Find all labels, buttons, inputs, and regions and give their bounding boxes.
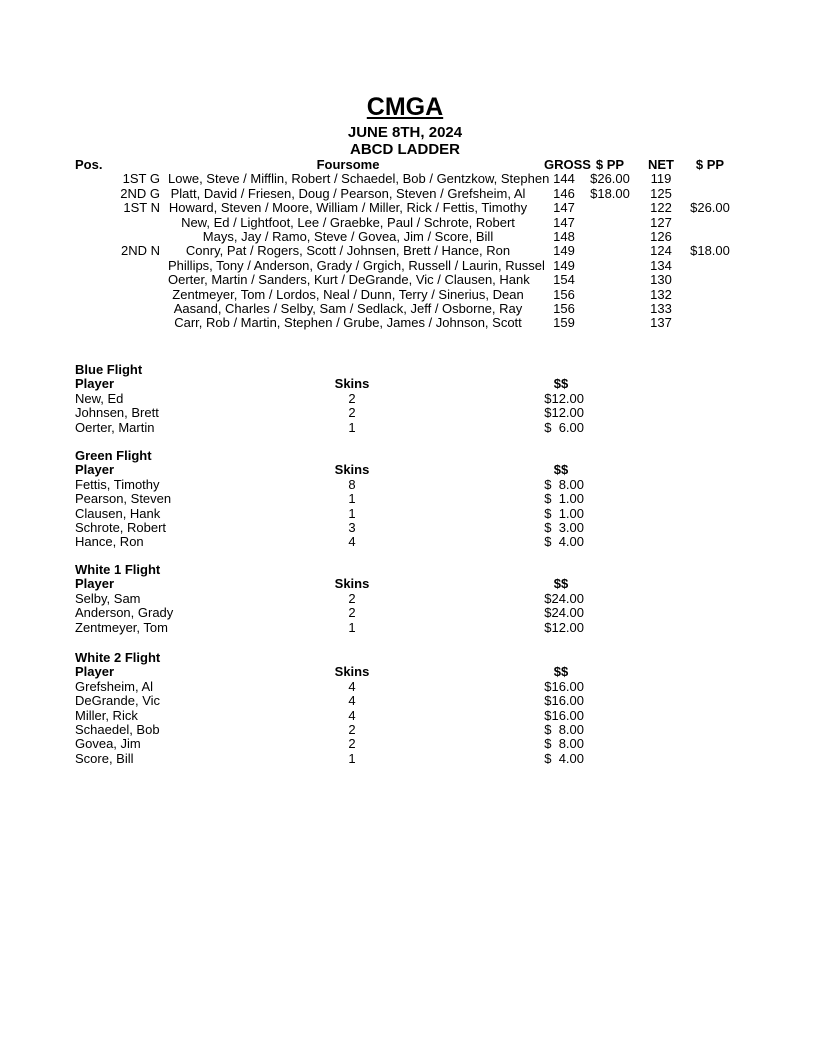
money-cell: $16.00 [544,693,584,709]
ladder-header-foursome: Foursome [316,157,380,172]
ladder-row [0,201,816,215]
flight-header-row [0,665,816,679]
pp-net-cell: $18.00 [690,243,730,259]
ladder-header-pp-net: $ PP [695,157,725,172]
player-cell: Schrote, Robert [75,519,167,535]
player-cell: Oerter, Martin [75,419,155,435]
net-cell: 132 [650,286,672,302]
money-cell: $16.00 [544,678,584,694]
net-cell: 125 [650,185,672,201]
flight-row [0,406,816,420]
flight-rows [0,392,816,435]
skins-cell: 1 [348,619,356,635]
player-cell: Hance, Ron [75,534,144,550]
foursome-cell: Carr, Rob / Martin, Stephen / Grube, James / Johnson, Scott [174,315,522,331]
flight-row [0,392,816,406]
player-cell: Grefsheim, Al [75,678,154,694]
net-cell: 130 [650,272,672,288]
page-title: CMGA [366,93,444,121]
player-cell: DeGrande, Vic [75,693,161,709]
ladder-row [0,316,816,330]
ladder-table [0,158,816,331]
ladder-row [0,244,816,258]
gross-cell: 159 [553,315,575,331]
player-cell: Anderson, Grady [75,605,174,621]
gross-cell: 156 [553,286,575,302]
money-cell: $24.00 [544,590,584,606]
flight-header-skins: Skins [334,664,370,680]
flight-section-green [0,449,816,550]
flight-rows [0,592,816,635]
flight-row [0,535,816,549]
skins-cell: 2 [348,390,356,406]
ladder-row [0,302,816,316]
player-cell: Johnsen, Brett [75,405,159,421]
skins-cell: 4 [348,707,356,723]
flight-header-skins: Skins [334,576,370,592]
flight-header-skins: Skins [334,376,370,392]
money-cell: $ 1.00 [544,505,584,521]
pp-net-cell: $26.00 [690,200,730,216]
flight-header-money: $$ [553,462,569,478]
skins-cell: 4 [348,534,356,550]
flight-header-skins: Skins [334,462,370,478]
skins-cell: 2 [348,721,356,737]
position-cell: 2ND N [120,243,160,259]
flight-title: Green Flight [75,448,152,463]
flight-header-player: Player [75,664,115,680]
flight-header-money: $$ [553,576,569,592]
gross-cell: 154 [553,272,575,288]
flight-section-white2 [0,651,816,766]
ladder-header-pos: Pos. [75,157,103,172]
ladder-row [0,288,816,302]
flight-header-row [0,463,816,477]
money-cell: $ 6.00 [544,419,584,435]
flight-section-blue [0,363,816,435]
money-cell: $ 3.00 [544,519,584,535]
gross-cell: 148 [553,228,575,244]
foursome-cell: Phillips, Tony / Anderson, Grady / Grgich, Russell / Laurin, Russel [168,257,545,273]
net-cell: 122 [650,200,672,216]
player-cell: Zentmeyer, Tom [75,619,168,635]
ladder-header-gross: GROSS [544,157,591,172]
flight-row [0,606,816,620]
ladder-row [0,216,816,230]
flight-row [0,709,816,723]
doc-header [0,92,810,158]
pp-gross-cell: $18.00 [590,185,630,201]
event-date: JUNE 8TH, 2024 [347,124,463,141]
skins-cell: 2 [348,736,356,752]
net-cell: 134 [650,257,672,273]
skins-cell: 2 [348,605,356,621]
flight-header-row [0,377,816,391]
flight-rows [0,478,816,550]
net-cell: 127 [650,214,672,230]
skins-cell: 1 [348,505,356,521]
flight-header-player: Player [75,376,115,392]
money-cell: $ 4.00 [544,750,584,766]
money-cell: $ 1.00 [544,491,584,507]
money-cell: $ 4.00 [544,534,584,550]
flight-title: Blue Flight [75,362,143,377]
foursome-cell: Howard, Steven / Moore, William / Miller, Rick / Fettis, Timothy [168,200,528,216]
skins-cell: 4 [348,693,356,709]
skins-cell: 1 [348,750,356,766]
ladder-header-row [0,158,816,172]
flight-header-player: Player [75,576,115,592]
player-cell: Schaedel, Bob [75,721,160,737]
ladder-row [0,187,816,201]
pp-gross-cell: $26.00 [590,171,630,187]
flight-row [0,737,816,751]
flight-title: White 2 Flight [75,650,161,665]
player-cell: New, Ed [75,390,124,406]
player-cell: Score, Bill [75,750,134,766]
foursome-cell: Conry, Pat / Rogers, Scott / Johnsen, Brett / Hance, Ron [185,243,511,259]
gross-cell: 149 [553,243,575,259]
player-cell: Govea, Jim [75,736,141,752]
flight-row [0,621,816,635]
ladder-row [0,172,816,186]
foursome-cell: New, Ed / Lightfoot, Lee / Graebke, Paul / Schrote, Robert [181,214,515,230]
ladder-header-pp-gross: $ PP [595,157,625,172]
flight-header-row [0,577,816,591]
foursome-cell: Zentmeyer, Tom / Lordos, Neal / Dunn, Terry / Sinerius, Dean [172,286,524,302]
foursome-cell: Aasand, Charles / Selby, Sam / Sedlack, Jeff / Osborne, Ray [173,300,523,316]
position-cell: 1ST N [123,200,160,216]
flight-row [0,694,816,708]
flight-row [0,478,816,492]
net-cell: 126 [650,228,672,244]
flight-row [0,723,816,737]
flight-title-row [0,651,816,665]
skins-cell: 2 [348,405,356,421]
money-cell: $12.00 [544,405,584,421]
flight-row [0,680,816,694]
flight-header-player: Player [75,462,115,478]
flight-header-money: $$ [553,376,569,392]
net-cell: 124 [650,243,672,259]
flight-row [0,421,816,435]
flight-row [0,521,816,535]
player-cell: Clausen, Hank [75,505,161,521]
ladder-row [0,273,816,287]
foursome-cell: Platt, David / Friesen, Doug / Pearson, Steven / Grefsheim, Al [170,185,526,201]
player-cell: Miller, Rick [75,707,138,723]
player-cell: Selby, Sam [75,590,141,606]
flight-rows [0,680,816,766]
gross-cell: 147 [553,214,575,230]
flight-title-row [0,363,816,377]
gross-cell: 149 [553,257,575,273]
gross-cell: 156 [553,300,575,316]
skins-cell: 1 [348,491,356,507]
net-cell: 137 [650,315,672,331]
skins-cell: 2 [348,590,356,606]
flight-row [0,592,816,606]
foursome-cell: Mays, Jay / Ramo, Steve / Govea, Jim / Score, Bill [202,228,494,244]
position-cell: 1ST G [122,171,160,187]
money-cell: $24.00 [544,605,584,621]
player-cell: Fettis, Timothy [75,476,160,492]
money-cell: $ 8.00 [544,476,584,492]
flight-title-row [0,449,816,463]
gross-cell: 147 [553,200,575,216]
flight-row [0,752,816,766]
money-cell: $ 8.00 [544,721,584,737]
skins-cell: 3 [348,519,356,535]
money-cell: $ 8.00 [544,736,584,752]
flight-row [0,492,816,506]
skins-cell: 8 [348,476,356,492]
ladder-header-net: NET [648,157,674,172]
flight-row [0,507,816,521]
flight-section-white1 [0,563,816,635]
gross-cell: 144 [553,171,575,187]
money-cell: $12.00 [544,619,584,635]
foursome-cell: Lowe, Steve / Mifflin, Robert / Schaedel, Bob / Gentzkow, Stephen [168,171,550,187]
money-cell: $12.00 [544,390,584,406]
ladder-row [0,259,816,273]
flight-title-row [0,563,816,577]
flight-title: White 1 Flight [75,562,161,577]
foursome-cell: Oerter, Martin / Sanders, Kurt / DeGrande, Vic / Clausen, Hank [168,272,530,288]
event-name: ABCD LADDER [350,141,460,158]
skins-cell: 1 [348,419,356,435]
net-cell: 133 [650,300,672,316]
gross-cell: 146 [553,185,575,201]
ladder-row [0,230,816,244]
skins-cell: 4 [348,678,356,694]
net-cell: 119 [650,171,672,187]
flight-header-money: $$ [553,664,569,680]
ladder-rows [0,172,816,330]
position-cell: 2ND G [120,185,160,201]
money-cell: $16.00 [544,707,584,723]
player-cell: Pearson, Steven [75,491,172,507]
